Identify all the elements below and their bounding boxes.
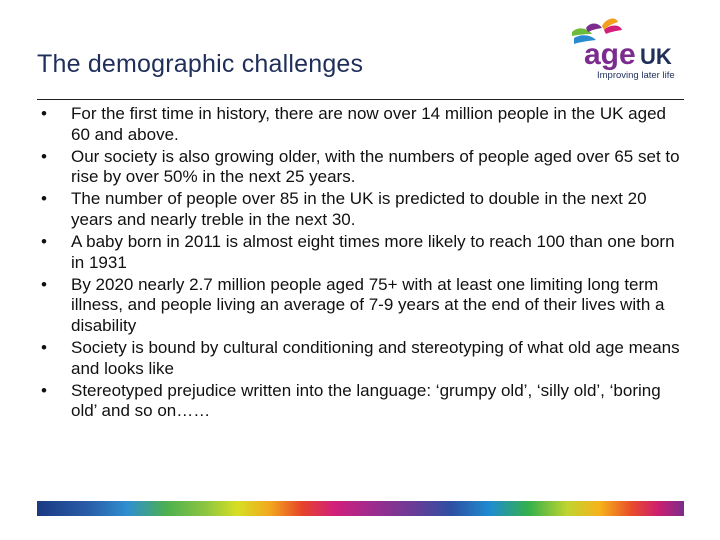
bullet-text: By 2020 nearly 2.7 million people aged 75+ with at least one limiting long term illness, and people living an average of 7-9 years at the end of their lives with a disability xyxy=(71,274,665,335)
bullet-text: The number of people over 85 in the UK is predicted to double in the next 20 years and nearly treble in the next 30. xyxy=(71,189,647,229)
bullet-point-icon: • xyxy=(41,232,47,252)
bullet-point-icon: • xyxy=(41,380,47,400)
bullet-item xyxy=(39,147,689,188)
bullet-list xyxy=(39,104,689,423)
slide-title: The demographic challenges xyxy=(37,50,364,78)
bullet-text: Stereotyped prejudice written into the language: ‘grumpy old’, ‘silly old’, ‘boring old’ and so on…… xyxy=(71,380,661,421)
bullet-text: Society is bound by cultural conditioning and stereotyping of what old age means and looks like xyxy=(71,338,680,378)
bullet-item xyxy=(39,104,689,145)
bullet-item xyxy=(39,189,689,230)
bullet-item xyxy=(39,381,689,422)
bullet-text: A baby born in 2011 is almost eight times more likely to reach 100 than one born in 1931 xyxy=(71,232,675,272)
bullet-text: For the first time in history, there are now over 14 million people in the UK aged 60 and above. xyxy=(71,104,666,144)
bullet-point-icon: • xyxy=(41,338,47,358)
bullet-point-icon: • xyxy=(41,146,47,166)
bullet-point-icon: • xyxy=(41,104,47,123)
bullet-item xyxy=(39,232,689,273)
bullet-item xyxy=(39,338,689,379)
age-uk-logo xyxy=(566,14,690,84)
bullet-point-icon: • xyxy=(41,189,47,209)
bullet-text: Our society is also growing older, with the numbers of people aged over 65 set to rise by over 50% in the next 25 years. xyxy=(71,146,680,187)
bullet-item xyxy=(39,275,689,337)
logo-tagline: Improving later life xyxy=(597,70,675,81)
age-uk-logo-icon xyxy=(566,14,690,84)
footer-color-bar xyxy=(37,501,684,516)
title-divider xyxy=(37,99,684,100)
bullet-point-icon: • xyxy=(41,274,47,294)
logo-brand-word: age xyxy=(584,38,636,71)
logo-brand-suffix: UK xyxy=(640,44,672,69)
